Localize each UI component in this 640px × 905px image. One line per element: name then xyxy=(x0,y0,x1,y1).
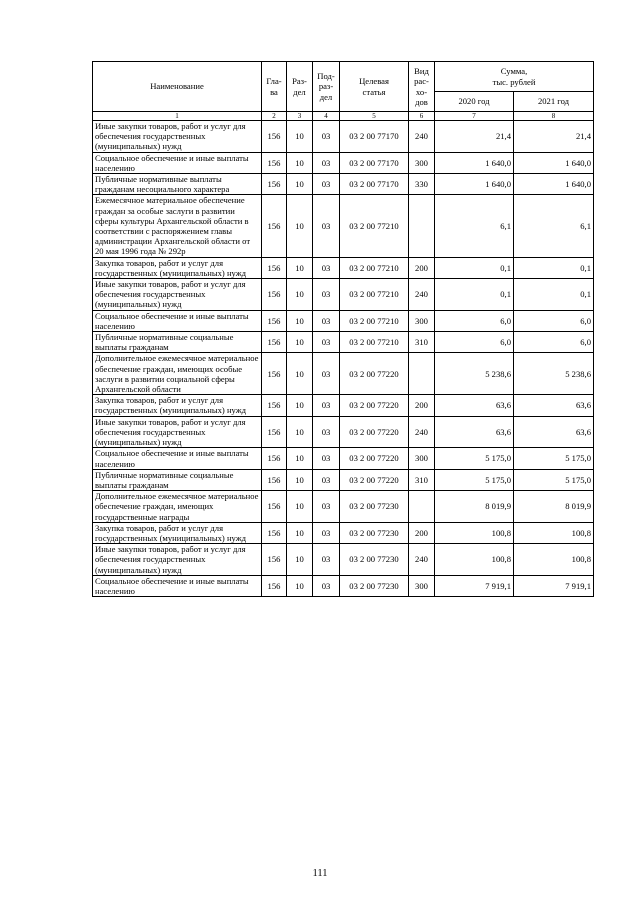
header-name: Наименование xyxy=(93,62,262,112)
row-target: 03 2 00 77210 xyxy=(340,279,409,311)
budget-table xyxy=(92,61,594,597)
row-chapter: 156 xyxy=(262,522,287,543)
row-name: Иные закупки товаров, работ и услуг для обеспечения государственных (муниципальных) нужд xyxy=(93,121,262,153)
row-subsection: 03 xyxy=(313,152,340,173)
row-target: 03 2 00 77230 xyxy=(340,522,409,543)
row-subsection: 03 xyxy=(313,257,340,278)
column-number: 6 xyxy=(409,112,435,121)
row-target: 03 2 00 77230 xyxy=(340,491,409,523)
row-sum-2021: 63,6 xyxy=(514,395,594,416)
row-chapter: 156 xyxy=(262,174,287,195)
table-row xyxy=(93,491,594,523)
row-sum-2021: 8 019,9 xyxy=(514,491,594,523)
row-sum-2021: 0,1 xyxy=(514,279,594,311)
row-target: 03 2 00 77170 xyxy=(340,152,409,173)
row-sum-2020: 63,6 xyxy=(435,416,514,448)
row-chapter: 156 xyxy=(262,353,287,395)
row-sum-2020: 5 175,0 xyxy=(435,469,514,490)
row-chapter: 156 xyxy=(262,491,287,523)
row-section: 10 xyxy=(287,544,313,576)
header-chapter: Гла- ва xyxy=(262,62,287,112)
row-subsection: 03 xyxy=(313,174,340,195)
row-expense-type: 300 xyxy=(409,152,435,173)
row-section: 10 xyxy=(287,152,313,173)
table-row xyxy=(93,416,594,448)
row-sum-2020: 0,1 xyxy=(435,279,514,311)
row-section: 10 xyxy=(287,395,313,416)
row-sum-2020: 21,4 xyxy=(435,121,514,153)
row-sum-2021: 6,1 xyxy=(514,195,594,257)
row-section: 10 xyxy=(287,353,313,395)
header-expense-type: Вид рас- хо- дов xyxy=(409,62,435,112)
table-row xyxy=(93,332,594,353)
row-target: 03 2 00 77210 xyxy=(340,257,409,278)
row-sum-2021: 63,6 xyxy=(514,416,594,448)
row-name: Дополнительное ежемесячное материальное обеспечение граждан, имеющих государственные награды xyxy=(93,491,262,523)
table-row xyxy=(93,174,594,195)
row-target: 03 2 00 77210 xyxy=(340,332,409,353)
row-section: 10 xyxy=(287,575,313,596)
row-target: 03 2 00 77170 xyxy=(340,174,409,195)
table-row xyxy=(93,522,594,543)
row-sum-2020: 5 175,0 xyxy=(435,448,514,469)
row-sum-2020: 0,1 xyxy=(435,257,514,278)
row-name: Социальное обеспечение и иные выплаты населению xyxy=(93,310,262,331)
row-sum-2021: 21,4 xyxy=(514,121,594,153)
row-expense-type xyxy=(409,195,435,257)
row-expense-type: 300 xyxy=(409,575,435,596)
row-expense-type: 240 xyxy=(409,544,435,576)
table-row xyxy=(93,353,594,395)
row-expense-type: 200 xyxy=(409,522,435,543)
table-row xyxy=(93,575,594,596)
row-target: 03 2 00 77170 xyxy=(340,121,409,153)
header-subsection: Под- раз- дел xyxy=(313,62,340,112)
row-subsection: 03 xyxy=(313,544,340,576)
row-name: Социальное обеспечение и иные выплаты населению xyxy=(93,575,262,596)
column-number: 2 xyxy=(262,112,287,121)
table-row xyxy=(93,195,594,257)
row-section: 10 xyxy=(287,174,313,195)
column-number: 4 xyxy=(313,112,340,121)
row-sum-2020: 8 019,9 xyxy=(435,491,514,523)
column-numbers-row xyxy=(93,112,594,121)
row-chapter: 156 xyxy=(262,310,287,331)
row-name: Социальное обеспечение и иные выплаты населению xyxy=(93,152,262,173)
row-expense-type xyxy=(409,353,435,395)
row-section: 10 xyxy=(287,279,313,311)
row-subsection: 03 xyxy=(313,195,340,257)
row-expense-type: 310 xyxy=(409,469,435,490)
row-sum-2021: 5 175,0 xyxy=(514,469,594,490)
header-sum: Сумма, тыс. рублей xyxy=(435,62,594,92)
row-subsection: 03 xyxy=(313,279,340,311)
header-section: Раз- дел xyxy=(287,62,313,112)
row-subsection: 03 xyxy=(313,469,340,490)
row-name: Дополнительное ежемесячное материальное обеспечение граждан, имеющих особые заслуги в развитии социальной сферы Архангельской области xyxy=(93,353,262,395)
row-chapter: 156 xyxy=(262,152,287,173)
row-sum-2020: 6,0 xyxy=(435,332,514,353)
header-target: Целевая статья xyxy=(340,62,409,112)
column-number: 7 xyxy=(435,112,514,121)
row-subsection: 03 xyxy=(313,121,340,153)
row-target: 03 2 00 77220 xyxy=(340,353,409,395)
row-subsection: 03 xyxy=(313,395,340,416)
row-sum-2020: 1 640,0 xyxy=(435,152,514,173)
row-expense-type: 330 xyxy=(409,174,435,195)
row-section: 10 xyxy=(287,491,313,523)
row-subsection: 03 xyxy=(313,491,340,523)
row-name: Публичные нормативные выплаты гражданам несоциального характера xyxy=(93,174,262,195)
row-sum-2020: 100,8 xyxy=(435,544,514,576)
row-name: Иные закупки товаров, работ и услуг для обеспечения государственных (муниципальных) нужд xyxy=(93,279,262,311)
row-chapter: 156 xyxy=(262,279,287,311)
row-subsection: 03 xyxy=(313,575,340,596)
table-row xyxy=(93,152,594,173)
row-target: 03 2 00 77210 xyxy=(340,310,409,331)
row-target: 03 2 00 77230 xyxy=(340,575,409,596)
row-expense-type: 310 xyxy=(409,332,435,353)
row-target: 03 2 00 77220 xyxy=(340,395,409,416)
row-subsection: 03 xyxy=(313,353,340,395)
column-number: 3 xyxy=(287,112,313,121)
row-section: 10 xyxy=(287,195,313,257)
row-sum-2020: 63,6 xyxy=(435,395,514,416)
table-row xyxy=(93,279,594,311)
row-subsection: 03 xyxy=(313,332,340,353)
row-section: 10 xyxy=(287,416,313,448)
row-name: Иные закупки товаров, работ и услуг для обеспечения государственных (муниципальных) нужд xyxy=(93,544,262,576)
row-section: 10 xyxy=(287,469,313,490)
column-number: 5 xyxy=(340,112,409,121)
row-name: Закупка товаров, работ и услуг для государственных (муниципальных) нужд xyxy=(93,522,262,543)
row-subsection: 03 xyxy=(313,310,340,331)
row-name: Иные закупки товаров, работ и услуг для обеспечения государственных (муниципальных) нужд xyxy=(93,416,262,448)
table-row xyxy=(93,448,594,469)
row-sum-2021: 0,1 xyxy=(514,257,594,278)
row-sum-2020: 7 919,1 xyxy=(435,575,514,596)
table-row xyxy=(93,395,594,416)
row-sum-2021: 5 175,0 xyxy=(514,448,594,469)
row-section: 10 xyxy=(287,522,313,543)
row-section: 10 xyxy=(287,310,313,331)
row-subsection: 03 xyxy=(313,522,340,543)
row-name: Публичные нормативные социальные выплаты гражданам xyxy=(93,332,262,353)
row-chapter: 156 xyxy=(262,195,287,257)
row-subsection: 03 xyxy=(313,448,340,469)
row-name: Социальное обеспечение и иные выплаты населению xyxy=(93,448,262,469)
row-chapter: 156 xyxy=(262,575,287,596)
row-expense-type: 200 xyxy=(409,257,435,278)
row-sum-2020: 5 238,6 xyxy=(435,353,514,395)
row-section: 10 xyxy=(287,257,313,278)
row-chapter: 156 xyxy=(262,121,287,153)
page-number: 111 xyxy=(312,868,328,879)
row-sum-2021: 7 919,1 xyxy=(514,575,594,596)
row-sum-2021: 1 640,0 xyxy=(514,152,594,173)
header-year-2021: 2021 год xyxy=(514,92,594,112)
row-expense-type: 240 xyxy=(409,416,435,448)
row-sum-2021: 1 640,0 xyxy=(514,174,594,195)
row-target: 03 2 00 77220 xyxy=(340,448,409,469)
row-sum-2021: 100,8 xyxy=(514,522,594,543)
row-chapter: 156 xyxy=(262,544,287,576)
row-section: 10 xyxy=(287,121,313,153)
column-number: 1 xyxy=(93,112,262,121)
row-name: Закупка товаров, работ и услуг для государственных (муниципальных) нужд xyxy=(93,257,262,278)
row-section: 10 xyxy=(287,332,313,353)
table-row xyxy=(93,469,594,490)
table-row xyxy=(93,257,594,278)
row-expense-type: 200 xyxy=(409,395,435,416)
row-sum-2021: 5 238,6 xyxy=(514,353,594,395)
table-row xyxy=(93,544,594,576)
column-number: 8 xyxy=(514,112,594,121)
row-sum-2020: 6,1 xyxy=(435,195,514,257)
row-expense-type: 240 xyxy=(409,121,435,153)
row-sum-2021: 6,0 xyxy=(514,332,594,353)
table-row xyxy=(93,310,594,331)
row-chapter: 156 xyxy=(262,395,287,416)
row-chapter: 156 xyxy=(262,257,287,278)
row-target: 03 2 00 77230 xyxy=(340,544,409,576)
row-expense-type: 300 xyxy=(409,448,435,469)
row-expense-type: 300 xyxy=(409,310,435,331)
row-name: Ежемесячное материальное обеспечение граждан за особые заслуги в развитии сферы культуры Архангельской области в соответствии с распоряжением главы администрации Архангельской области от 20 мая 1996 года № 292р xyxy=(93,195,262,257)
row-target: 03 2 00 77220 xyxy=(340,416,409,448)
row-sum-2020: 100,8 xyxy=(435,522,514,543)
row-name: Публичные нормативные социальные выплаты гражданам xyxy=(93,469,262,490)
row-chapter: 156 xyxy=(262,469,287,490)
row-expense-type xyxy=(409,491,435,523)
row-section: 10 xyxy=(287,448,313,469)
table-row xyxy=(93,121,594,153)
row-chapter: 156 xyxy=(262,416,287,448)
row-subsection: 03 xyxy=(313,416,340,448)
row-sum-2021: 6,0 xyxy=(514,310,594,331)
row-target: 03 2 00 77220 xyxy=(340,469,409,490)
row-sum-2020: 1 640,0 xyxy=(435,174,514,195)
row-target: 03 2 00 77210 xyxy=(340,195,409,257)
row-sum-2020: 6,0 xyxy=(435,310,514,331)
row-sum-2021: 100,8 xyxy=(514,544,594,576)
row-chapter: 156 xyxy=(262,332,287,353)
row-name: Закупка товаров, работ и услуг для государственных (муниципальных) нужд xyxy=(93,395,262,416)
row-expense-type: 240 xyxy=(409,279,435,311)
row-chapter: 156 xyxy=(262,448,287,469)
header-year-2020: 2020 год xyxy=(435,92,514,112)
